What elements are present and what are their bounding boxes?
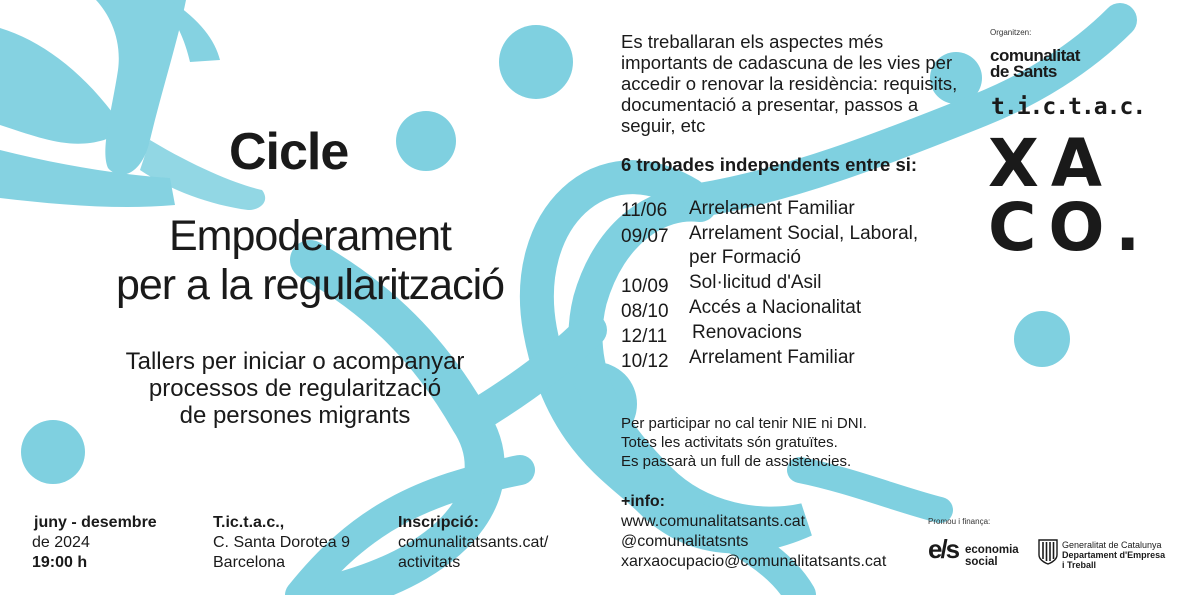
es-logo-line: economia <box>965 544 1019 556</box>
subtitle-line: processos de regularització <box>148 375 442 402</box>
intro-line: accedir o renovar la residència: requisits, <box>621 73 958 94</box>
intro-line: Es treballaran els aspectes més <box>621 31 884 52</box>
generalitat-logo <box>1062 540 1165 570</box>
cycle-label: Cicle <box>229 123 349 181</box>
subtitle-line: Tallers per iniciar o acompanyar <box>125 348 465 375</box>
page-title <box>60 212 560 310</box>
when-year: de 2024 <box>32 534 90 551</box>
session-topic: Arrelament Social, Laboral, <box>689 223 919 244</box>
intro-line: documentació a presentar, passos a <box>621 94 919 115</box>
session-topic: Accés a Nacionalitat <box>689 297 862 318</box>
signup-label: Inscripció: <box>398 514 479 531</box>
xaco-logo-line: CO. <box>988 189 1153 266</box>
economia-social-logo <box>965 544 1019 568</box>
generalitat-emblem-icon <box>1038 539 1058 565</box>
comunalitat-logo-line: comunalitat <box>990 46 1080 65</box>
session-topic: per Formació <box>689 247 801 268</box>
intro-text <box>621 31 957 136</box>
es-logo-line: social <box>965 556 998 568</box>
info-heading: +info: <box>621 493 665 510</box>
session-topic: Arrelament Familiar <box>689 347 855 368</box>
session-date: 08/10 <box>621 301 669 322</box>
info-email-link[interactable]: xarxaocupacio@comunalitatsants.cat <box>621 553 887 570</box>
where-street: C. Santa Dorotea 9 <box>213 534 350 551</box>
funders-label: Promou i finança: <box>928 517 991 526</box>
note-line: Per participar no cal tenir NIE ni DNI. <box>621 415 867 432</box>
session-date: 11/06 <box>621 200 668 221</box>
title-line-2: per a la regularització <box>115 261 505 309</box>
when-time: 19:00 h <box>32 554 88 571</box>
economia-social-mark: e/s <box>928 534 959 564</box>
event-when <box>32 513 157 573</box>
xaco-logo-line: XA <box>988 125 1114 202</box>
session-date: 10/09 <box>621 276 669 297</box>
event-where <box>213 513 350 573</box>
xaco-logo <box>988 125 1153 266</box>
info-website-link[interactable]: www.comunalitatsants.cat <box>621 513 806 530</box>
tictac-logo: t.i.c.t.a.c. <box>991 94 1146 120</box>
intro-line: seguir, etc <box>621 115 706 136</box>
where-venue: T.ic.t.a.c., <box>213 514 285 531</box>
session-topic: Renovacions <box>692 322 802 343</box>
session-date: 10/12 <box>621 351 669 372</box>
more-info <box>621 492 886 572</box>
signup-link-continued[interactable]: activitats <box>398 554 461 571</box>
signup-link[interactable]: comunalitatsants.cat/ <box>398 534 549 551</box>
info-social-handle[interactable]: @comunalitatsnts <box>621 533 749 550</box>
generalitat-logo-line: i Treball <box>1062 560 1097 570</box>
comunalitat-sants-logo <box>990 48 1080 80</box>
subtitle-line: de persones migrants <box>179 402 411 429</box>
comunalitat-logo-line: de Sants <box>990 62 1057 81</box>
subtitle <box>100 348 490 429</box>
title-line-1: Empoderament <box>169 212 451 260</box>
note-line: Totes les activitats són gratuïtes. <box>621 434 838 451</box>
where-city: Barcelona <box>213 554 286 571</box>
session-topic: Arrelament Familiar <box>689 198 855 219</box>
signup <box>398 513 548 573</box>
intro-line: importants de cadascuna de les vies per <box>621 52 953 73</box>
generalitat-logo-line: Generalitat de Catalunya <box>1062 540 1162 550</box>
session-topic: Sol·licitud d'Asil <box>689 272 822 293</box>
note-line: Es passarà un full de assistències. <box>621 453 852 470</box>
sessions-heading: 6 trobades independents entre si: <box>621 154 918 175</box>
participation-notes <box>621 414 867 471</box>
session-date: 12/11 <box>621 326 668 347</box>
organizers-label: Organitzen: <box>990 28 1032 37</box>
when-period: juny - desembre <box>34 514 157 531</box>
session-date: 09/07 <box>621 226 669 247</box>
generalitat-logo-line: Departament d'Empresa <box>1062 550 1166 560</box>
